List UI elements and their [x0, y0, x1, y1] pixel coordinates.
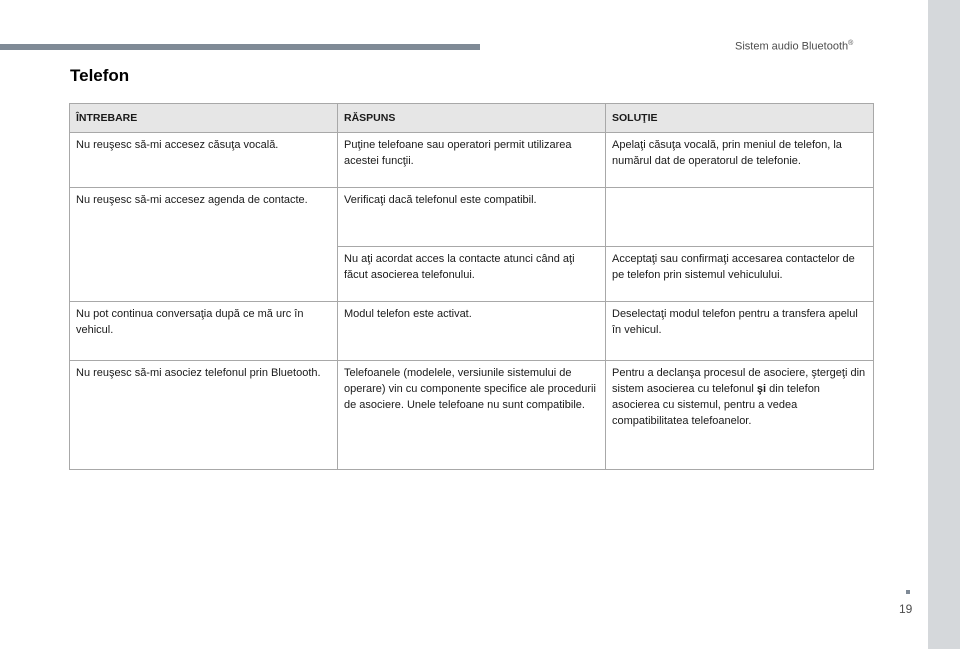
table-header-row	[70, 104, 874, 133]
solution-cell: Deselectaţi modul telefon pentru a transfera apelul în vehicul.	[606, 302, 874, 361]
solution-cell: Pentru a declanşa procesul de asociere, ştergeţi din sistem asocierea cu telefonul şi din telefon asocierea cu sistemul, pentru a vedea compatibilitatea telefoanelor.	[606, 361, 874, 470]
table-row	[70, 188, 874, 247]
solution-cell: Apelaţi căsuţa vocală, prin meniul de telefon, la numărul dat de operatorul de telefonie.	[606, 133, 874, 188]
answer-cell: Puţine telefoane sau operatori permit utilizarea acestei funcţii.	[338, 133, 606, 188]
question-cell: Nu reuşesc să-mi accesez căsuţa vocală.	[70, 133, 338, 188]
table-row	[70, 302, 874, 361]
header-rule	[0, 44, 480, 50]
answer-cell: Nu aţi acordat acces la contacte atunci când aţi făcut asocierea telefonului.	[338, 247, 606, 302]
side-strip	[928, 0, 960, 649]
table-row	[70, 361, 874, 470]
answer-cell: Verificaţi dacă telefonul este compatibil.	[338, 188, 606, 247]
page-number: 19	[899, 602, 913, 616]
answer-cell: Telefoanele (modelele, versiunile sistemului de operare) vin cu componente specifice ale procedurii de asociere. Unele telefoane nu sunt compatibile.	[338, 361, 606, 470]
column-header-solution: SOLUŢIE	[606, 104, 874, 133]
section-header: Sistem audio Bluetooth®	[735, 40, 854, 53]
page-marker	[906, 590, 910, 594]
column-header-question: ÎNTREBARE	[70, 104, 338, 133]
answer-cell: Modul telefon este activat.	[338, 302, 606, 361]
faq-table	[69, 103, 874, 470]
column-header-answer: RĂSPUNS	[338, 104, 606, 133]
solution-cell	[606, 188, 874, 247]
question-cell: Nu reuşesc să-mi asociez telefonul prin Bluetooth.	[70, 361, 338, 470]
question-cell: Nu pot continua conversaţia după ce mă urc în vehicul.	[70, 302, 338, 361]
page-title: Telefon	[70, 66, 130, 85]
solution-cell: Acceptaţi sau confirmaţi accesarea contactelor de pe telefon prin sistemul vehiculului.	[606, 247, 874, 302]
question-cell: Nu reuşesc să-mi accesez agenda de contacte.	[70, 188, 338, 302]
table-row	[70, 133, 874, 188]
